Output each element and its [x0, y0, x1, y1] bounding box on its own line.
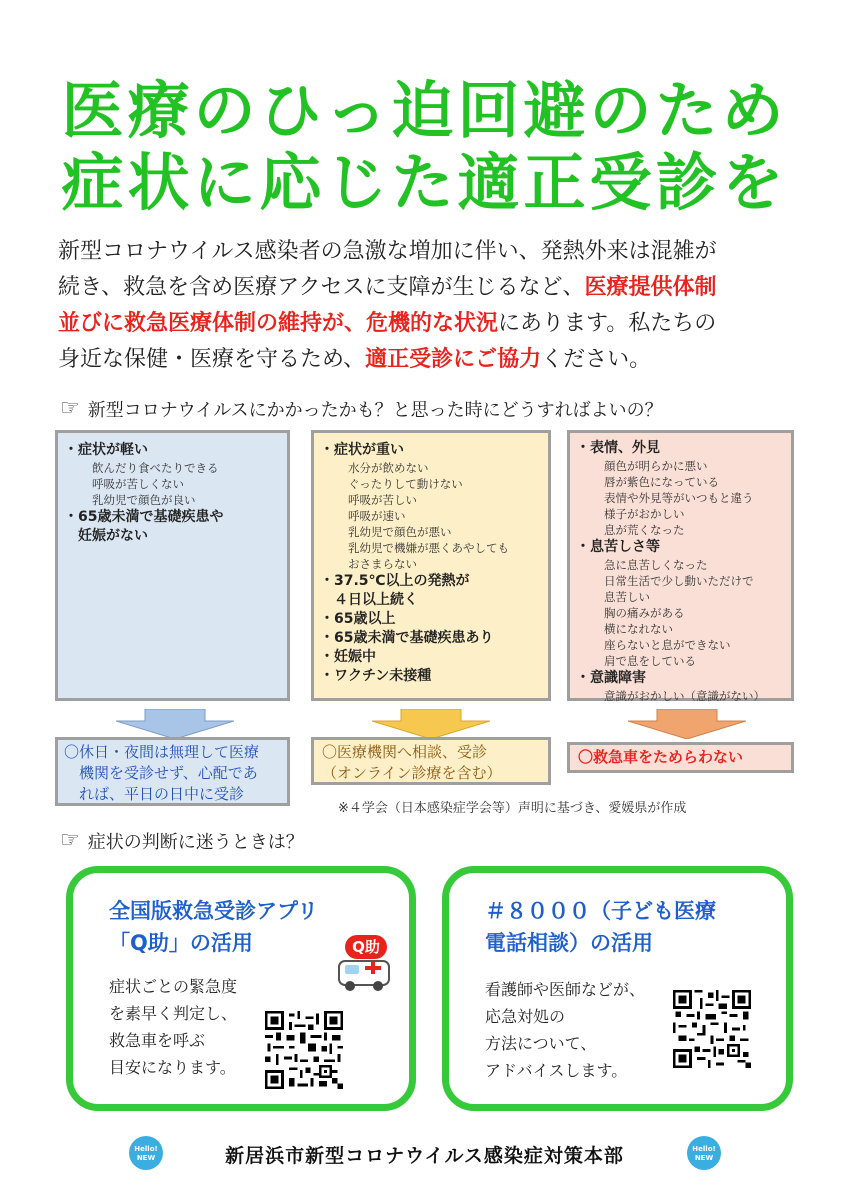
qr-code-icon: [673, 990, 751, 1068]
card-body-line: 看護師や医師などが、: [485, 980, 646, 999]
pointing-hand-icon: ☞: [60, 828, 80, 853]
result-emergency-line: 〇救急車をためらわない: [578, 748, 744, 766]
severe-sub: 乳幼児で機嫌が悪くあやしても: [348, 541, 509, 555]
emergency-sub: 肩で息をしている: [604, 654, 696, 668]
emergency-sub: 座らないと息ができない: [604, 638, 731, 652]
ambulance-icon: [335, 935, 393, 995]
qr-code-icon: [265, 1011, 343, 1089]
card-q-suke-title-2: 「Q助」の活用: [109, 931, 253, 955]
symptom-box-emergency: [567, 430, 794, 701]
emergency-sub: 急に息苦しくなった: [604, 558, 708, 572]
emergency-sub: 横になれない: [604, 622, 673, 636]
result-mild-line: 〇休日・夜間は無理して医療: [64, 743, 260, 761]
emergency-head-3: ・意識障害: [576, 670, 646, 686]
mild-sub: 乳幼児で顔色が良い: [92, 493, 196, 507]
card-body-line: アドバイスします。: [485, 1061, 628, 1080]
intro-line-3: 並びに救急医療体制の維持が、危機的な状況にあります。私たちの: [58, 311, 717, 336]
intro-paragraph: [58, 234, 798, 378]
severe-sub: 呼吸が速い: [348, 509, 406, 523]
mild-head-3: 妊娠がない: [64, 528, 148, 544]
arrow-down-icon: [372, 709, 490, 739]
card-body-line: 症状ごとの緊急度: [109, 977, 238, 996]
severe-head-4: ・65歳以上: [320, 611, 396, 627]
severe-sub: 呼吸が苦しい: [348, 493, 417, 507]
title-line-2: 症状に応じた適正受診を: [61, 146, 788, 219]
symptom-box-severe: [311, 430, 551, 701]
title-line-1: 医療のひっ迫回避のため: [61, 74, 788, 147]
card-8000-title-1: ＃８０００（子ども医療: [485, 899, 716, 923]
severe-sub: 水分が飲めない: [348, 461, 429, 475]
intro-line-1: 新型コロナウイルス感染者の急激な増加に伴い、発熱外来は混雑が: [58, 239, 717, 264]
speech-bubble-icon: Hello! NEW: [687, 1136, 721, 1170]
card-body-line: 救急車を呼ぶ: [109, 1031, 206, 1050]
card-q-suke: [66, 866, 416, 1111]
pointing-hand-icon: ☞: [60, 396, 80, 421]
severe-head-3: ４日以上続く: [320, 592, 418, 608]
severe-head-2: ・37.5℃以上の発熱が: [320, 573, 470, 589]
result-severe-line: 〇医療機関へ相談、受診: [322, 743, 488, 761]
card-q-suke-title-1: 全国版救急受診アプリ: [109, 899, 319, 923]
emergency-head-2: ・息苦しさ等: [576, 539, 660, 555]
emergency-sub: 唇が紫色になっている: [604, 475, 719, 489]
section-heading-2: [60, 828, 304, 854]
source-note: ※４学会（日本感染症学会等）声明に基づき、愛媛県が作成: [338, 801, 687, 816]
card-8000-title-2: 電話相談）の活用: [485, 931, 653, 955]
card-8000: [442, 866, 793, 1111]
section-heading-2-text: 症状の判断に迷うときは？: [87, 832, 304, 853]
footer-organization: 新居浜市新型コロナウイルス感染症対策本部: [225, 1145, 624, 1167]
emergency-sub: 息苦しい: [604, 590, 650, 604]
emergency-sub: 表情や外見等がいつもと違う: [604, 491, 754, 505]
card-8000-body: [485, 976, 645, 1084]
emergency-sub: 顔色が明らかに悪い: [604, 459, 708, 473]
mild-sub: 呼吸が苦しくない: [92, 477, 184, 491]
symptom-box-mild: [55, 430, 290, 701]
severe-head-7: ・ワクチン未接種: [320, 668, 432, 684]
emergency-sub: 日常生活で少し動いただけで: [604, 574, 754, 588]
card-body-line: 方法について、: [485, 1034, 597, 1053]
arrow-down-icon: [628, 709, 746, 739]
result-box-emergency: [567, 742, 794, 773]
section-heading-1: [60, 396, 663, 422]
severe-sub: おさまらない: [348, 557, 417, 571]
mild-head-2: ・65歳未満で基礎疾患や: [64, 509, 224, 525]
severe-head-5: ・65歳未満で基礎疾患あり: [320, 630, 494, 646]
intro-line-2: 続き、救急を含め医療アクセスに支障が生じるなど、医療提供体制: [58, 275, 717, 300]
intro-line-4: 身近な保健・医療を守るため、適正受診にご協力ください。: [58, 347, 652, 372]
mild-head-1: ・症状が軽い: [64, 442, 148, 458]
card-q-suke-body: [109, 973, 237, 1081]
result-severe-line: （オンライン診療を含む）: [322, 764, 502, 782]
card-body-line: を素早く判定し、: [109, 1004, 238, 1023]
q-suke-logo: Q助: [345, 935, 387, 959]
emergency-sub: 胸の痛みがある: [604, 606, 685, 620]
severe-sub: ぐったりして動けない: [348, 477, 463, 491]
emergency-sub: 意識がおかしい（意識がない）: [604, 689, 765, 703]
card-body-line: 目安になります。: [109, 1058, 236, 1077]
severe-sub: 乳幼児で顔色が悪い: [348, 525, 452, 539]
emergency-head-1: ・表情、外見: [576, 440, 660, 456]
result-box-severe: [311, 737, 551, 785]
result-mild-line: れば、平日の日中に受診: [64, 785, 245, 803]
card-body-line: 応急対処の: [485, 1007, 566, 1026]
mild-sub: 飲んだり食べたりできる: [92, 461, 219, 475]
section-heading-1-text: 新型コロナウイルスにかかったかも？と思った時にどうすればよいの？: [87, 400, 663, 421]
emergency-sub: 様子がおかしい: [604, 507, 685, 521]
result-box-mild: [55, 737, 290, 806]
result-mild-line: 機関を受診せず、心配であ: [64, 764, 258, 782]
severe-head-1: ・症状が重い: [320, 442, 404, 458]
speech-bubble-icon: Hello! NEW: [129, 1136, 163, 1170]
severe-head-6: ・妊娠中: [320, 649, 376, 665]
arrow-down-icon: [116, 709, 234, 739]
emergency-sub: 息が荒くなった: [604, 523, 685, 537]
